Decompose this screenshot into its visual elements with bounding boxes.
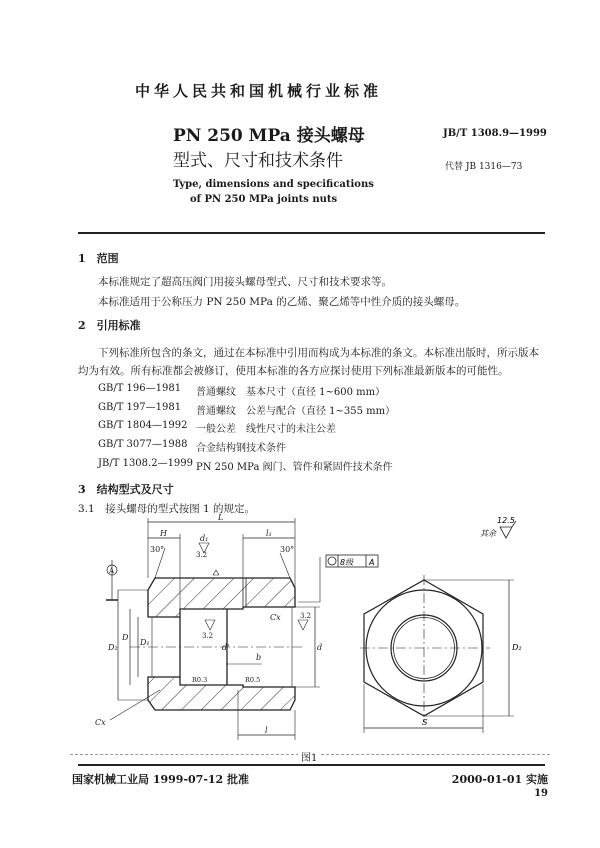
standard-code: JB/T 1308.9—1999 [443, 128, 547, 139]
label-d-prime: d' [222, 643, 230, 652]
replaces-standard: 代替 JB 1316—73 [445, 162, 523, 172]
ref-title: 合金结构钢技术条件 [196, 443, 286, 454]
tolerance-grade: 8级 [340, 558, 354, 567]
label-L: L [218, 513, 224, 522]
figure-caption: 图1 [298, 749, 320, 764]
label-D2-end: D₂ [512, 643, 522, 652]
s1-paragraph-1: 本标准规定了超高压阀门用接头螺母型式、尺寸和技术要求等。 [98, 276, 392, 288]
ref-code: GB/T 3077—1988 [98, 439, 188, 450]
s1-paragraph-2: 本标准适用于公称压力 PN 250 MPa 的乙烯、聚乙烯等中性介质的接头螺母。 [98, 296, 466, 308]
label-Cx: Cx [270, 613, 281, 622]
section-1-heading: 1 范围 [78, 252, 119, 265]
label-ra-3-2: 3.2 [196, 551, 208, 559]
ref-code: GB/T 196—1981 [98, 383, 182, 394]
ref-title: 普通螺纹 基本尺寸（直径 1~600 mm） [196, 387, 386, 398]
label-R0-5: R0.5 [245, 676, 261, 684]
ref-code: JB/T 1308.2—1999 [98, 458, 194, 469]
english-title-1: Type, dimensions and specifications [173, 179, 374, 190]
label-ra-3-2: 3.2 [300, 612, 312, 620]
label-l1: l₁ [266, 529, 272, 538]
label-l: l [265, 726, 268, 735]
label-D1: D₁ [140, 638, 150, 647]
ref-title: PN 250 MPa 阀门、管件和紧固件技术条件 [196, 462, 393, 473]
label-D2: D₂ [108, 643, 118, 652]
label-R0-3: R0.3 [192, 676, 208, 684]
effective-date: 2000-01-01 实施 [451, 773, 548, 786]
bottom-wall-section [148, 677, 295, 710]
label-Cx-left: Cx [95, 718, 106, 727]
english-title-2: of PN 250 MPa joints nuts [190, 194, 338, 205]
approval-note: 国家机械工业局 1999-07-12 批准 [72, 773, 250, 786]
label-ra-3-2: 3.2 [202, 632, 214, 640]
issuer-heading: 中华人民共和国机械行业标准 [135, 82, 383, 100]
ref-code: GB/T 197—1981 [98, 402, 182, 413]
label-rest: 其余 [480, 529, 496, 538]
label-d1: d₁ [200, 534, 209, 543]
label-S: S [422, 718, 428, 727]
label-angle-right: 30° [280, 545, 295, 554]
label-D: D [122, 633, 129, 642]
title-line-2: 型式、尺寸和技术条件 [173, 151, 343, 171]
label-ra-12-5: 12.5 [497, 516, 515, 525]
page-number: 19 [534, 788, 548, 799]
end-view [360, 575, 514, 733]
s2-paragraph-line-1: 下列标准所包含的条文，通过在本标准中引用而构成为本标准的条文。本标准出版时，所示版本 [98, 347, 539, 359]
title-line-1: PN 250 MPa 接头螺母 [173, 126, 365, 146]
ref-title: 普通螺纹 公差与配合（直径 1~355 mm） [196, 406, 396, 417]
s3-1-text: 3.1 接头螺母的型式按图 1 的规定。 [78, 503, 256, 515]
tolerance-datum: A [369, 558, 375, 567]
section-2-heading: 2 引用标准 [78, 319, 141, 332]
label-d: d [317, 643, 323, 652]
label-b: b [256, 653, 262, 662]
ref-code: GB/T 1804—1992 [98, 420, 188, 431]
top-wall-section [148, 578, 295, 617]
footer-rule [78, 764, 545, 766]
s2-paragraph-line-2: 均为有效。所有标准都会被修订，使用本标准的各方应探讨使用下列标准最新版本的可能性。 [78, 365, 509, 377]
ref-title: 一般公差 线性尺寸的未注公差 [196, 424, 336, 435]
label-angle-left: 30° [150, 545, 165, 554]
section-3-heading: 3 结构型式及尺寸 [78, 483, 174, 496]
label-datum-a: A [109, 567, 115, 575]
label-H: H [160, 529, 167, 538]
